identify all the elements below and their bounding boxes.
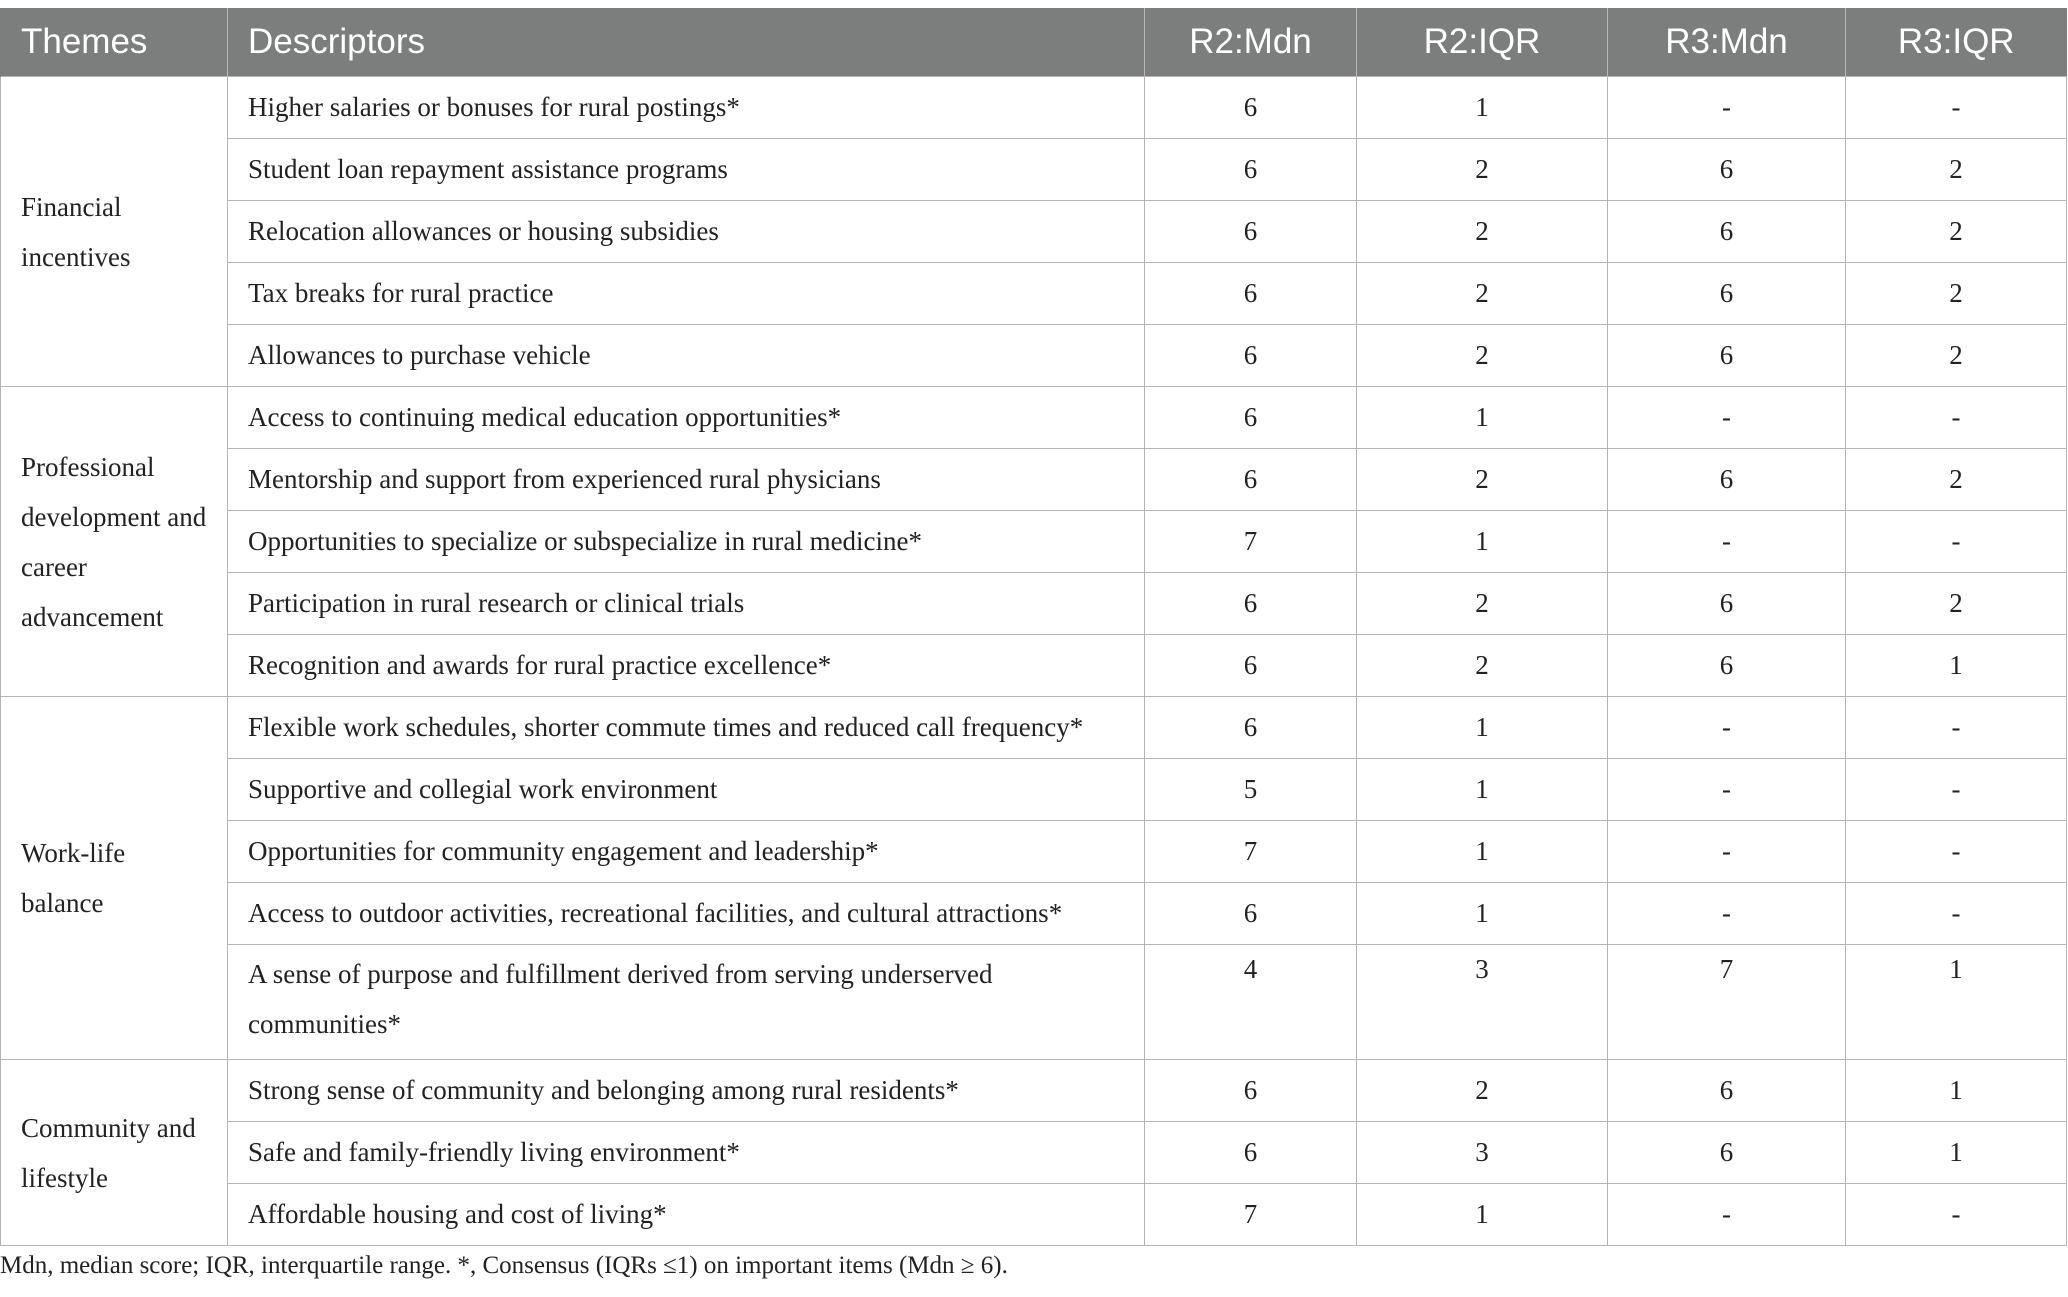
r2-iqr-cell: 2 [1357, 139, 1608, 201]
header-r3-iqr: R3:IQR [1846, 8, 2067, 77]
descriptor-cell: Mentorship and support from experienced rural physicians [228, 449, 1145, 511]
descriptor-cell: A sense of purpose and fulfillment derived from serving underserved communities* [228, 945, 1145, 1060]
theme-cell: Community and lifestyle [1, 1060, 228, 1246]
r2-mdn-cell: 4 [1145, 945, 1357, 1060]
r3-iqr-cell: 2 [1846, 325, 2067, 387]
descriptor-cell: Access to continuing medical education opportunities* [228, 387, 1145, 449]
r3-iqr-cell: - [1846, 697, 2067, 759]
r3-mdn-cell: 6 [1608, 263, 1846, 325]
r3-iqr-cell: 1 [1846, 635, 2067, 697]
r2-mdn-cell: 6 [1145, 77, 1357, 139]
r3-mdn-cell: 6 [1608, 201, 1846, 263]
header-themes: Themes [1, 8, 228, 77]
r3-mdn-cell: - [1608, 821, 1846, 883]
descriptor-cell: Safe and family-friendly living environment* [228, 1122, 1145, 1184]
r2-mdn-cell: 6 [1145, 573, 1357, 635]
table-row [1, 821, 2067, 883]
r3-mdn-cell: 6 [1608, 1122, 1846, 1184]
r3-iqr-cell: - [1846, 387, 2067, 449]
descriptor-cell: Recognition and awards for rural practice excellence* [228, 635, 1145, 697]
table-row [1, 325, 2067, 387]
r2-iqr-cell: 2 [1357, 635, 1608, 697]
r3-mdn-cell: 6 [1608, 325, 1846, 387]
descriptor-cell: Tax breaks for rural practice [228, 263, 1145, 325]
r2-iqr-cell: 1 [1357, 697, 1608, 759]
theme-cell: Work-life balance [1, 697, 228, 1060]
r3-mdn-cell: 6 [1608, 573, 1846, 635]
descriptor-cell: Flexible work schedules, shorter commute times and reduced call frequency* [228, 697, 1145, 759]
descriptor-cell: Access to outdoor activities, recreational facilities, and cultural attractions* [228, 883, 1145, 945]
table-row [1, 945, 2067, 1060]
header-r3-mdn: R3:Mdn [1608, 8, 1846, 77]
r2-iqr-cell: 3 [1357, 945, 1608, 1060]
results-table [0, 8, 2067, 1246]
r2-mdn-cell: 6 [1145, 1060, 1357, 1122]
descriptor-cell: Higher salaries or bonuses for rural postings* [228, 77, 1145, 139]
descriptor-cell: Opportunities to specialize or subspecialize in rural medicine* [228, 511, 1145, 573]
r3-mdn-cell: - [1608, 883, 1846, 945]
descriptor-cell: Supportive and collegial work environment [228, 759, 1145, 821]
r3-mdn-cell: 6 [1608, 635, 1846, 697]
table-row [1, 759, 2067, 821]
r2-iqr-cell: 1 [1357, 759, 1608, 821]
r2-mdn-cell: 6 [1145, 1122, 1357, 1184]
r2-mdn-cell: 6 [1145, 449, 1357, 511]
table-row [1, 635, 2067, 697]
theme-cell: Financial incentives [1, 77, 228, 387]
r3-iqr-cell: 1 [1846, 1122, 2067, 1184]
r3-iqr-cell: 1 [1846, 1060, 2067, 1122]
r3-iqr-cell: - [1846, 759, 2067, 821]
r3-iqr-cell: 1 [1846, 945, 2067, 1060]
r3-iqr-cell: - [1846, 883, 2067, 945]
r2-iqr-cell: 2 [1357, 573, 1608, 635]
r2-mdn-cell: 7 [1145, 1184, 1357, 1246]
descriptor-cell: Strong sense of community and belonging among rural residents* [228, 1060, 1145, 1122]
r2-mdn-cell: 6 [1145, 139, 1357, 201]
r2-iqr-cell: 1 [1357, 77, 1608, 139]
table-row [1, 77, 2067, 139]
r2-iqr-cell: 1 [1357, 387, 1608, 449]
r2-mdn-cell: 6 [1145, 325, 1357, 387]
table-row [1, 387, 2067, 449]
header-r2-iqr: R2:IQR [1357, 8, 1608, 77]
table-row [1, 573, 2067, 635]
table-row [1, 511, 2067, 573]
r2-mdn-cell: 7 [1145, 511, 1357, 573]
table-row [1, 1184, 2067, 1246]
r2-iqr-cell: 1 [1357, 1184, 1608, 1246]
r2-iqr-cell: 3 [1357, 1122, 1608, 1184]
r3-iqr-cell: - [1846, 77, 2067, 139]
r3-mdn-cell: - [1608, 1184, 1846, 1246]
r2-iqr-cell: 2 [1357, 201, 1608, 263]
table-row [1, 1122, 2067, 1184]
table-row [1, 139, 2067, 201]
table-row [1, 883, 2067, 945]
r3-mdn-cell: - [1608, 511, 1846, 573]
table-row [1, 1060, 2067, 1122]
r2-iqr-cell: 2 [1357, 263, 1608, 325]
r3-mdn-cell: - [1608, 77, 1846, 139]
descriptor-cell: Allowances to purchase vehicle [228, 325, 1145, 387]
r2-iqr-cell: 2 [1357, 1060, 1608, 1122]
table-row [1, 201, 2067, 263]
r2-iqr-cell: 2 [1357, 449, 1608, 511]
r3-mdn-cell: 7 [1608, 945, 1846, 1060]
r2-iqr-cell: 2 [1357, 325, 1608, 387]
r2-mdn-cell: 6 [1145, 201, 1357, 263]
header-row [1, 8, 2067, 77]
r3-mdn-cell: - [1608, 387, 1846, 449]
r2-mdn-cell: 7 [1145, 821, 1357, 883]
r3-iqr-cell: 2 [1846, 449, 2067, 511]
r2-mdn-cell: 6 [1145, 697, 1357, 759]
r3-mdn-cell: 6 [1608, 1060, 1846, 1122]
r3-iqr-cell: 2 [1846, 573, 2067, 635]
r2-iqr-cell: 1 [1357, 883, 1608, 945]
theme-cell: Professional development and career advancement [1, 387, 228, 697]
r2-mdn-cell: 6 [1145, 263, 1357, 325]
r3-iqr-cell: 2 [1846, 263, 2067, 325]
r3-iqr-cell: 2 [1846, 201, 2067, 263]
table-row [1, 697, 2067, 759]
r2-mdn-cell: 5 [1145, 759, 1357, 821]
header-r2-mdn: R2:Mdn [1145, 8, 1357, 77]
r3-mdn-cell: - [1608, 759, 1846, 821]
r2-mdn-cell: 6 [1145, 635, 1357, 697]
table-footnote: Mdn, median score; IQR, interquartile range. *, Consensus (IQRs ≤1) on important items (Mdn ≥ 6). [0, 1252, 1008, 1279]
r2-iqr-cell: 1 [1357, 821, 1608, 883]
descriptor-cell: Affordable housing and cost of living* [228, 1184, 1145, 1246]
table-body [1, 77, 2067, 1246]
descriptor-cell: Student loan repayment assistance programs [228, 139, 1145, 201]
r3-iqr-cell: - [1846, 511, 2067, 573]
r3-mdn-cell: 6 [1608, 449, 1846, 511]
r3-mdn-cell: - [1608, 697, 1846, 759]
descriptor-cell: Relocation allowances or housing subsidies [228, 201, 1145, 263]
table-row [1, 449, 2067, 511]
r3-mdn-cell: 6 [1608, 139, 1846, 201]
r2-iqr-cell: 1 [1357, 511, 1608, 573]
r3-iqr-cell: 2 [1846, 139, 2067, 201]
header-descriptors: Descriptors [228, 8, 1145, 77]
descriptor-cell: Participation in rural research or clinical trials [228, 573, 1145, 635]
r3-iqr-cell: - [1846, 1184, 2067, 1246]
table-row [1, 263, 2067, 325]
r3-iqr-cell: - [1846, 821, 2067, 883]
descriptor-cell: Opportunities for community engagement and leadership* [228, 821, 1145, 883]
r2-mdn-cell: 6 [1145, 387, 1357, 449]
r2-mdn-cell: 6 [1145, 883, 1357, 945]
